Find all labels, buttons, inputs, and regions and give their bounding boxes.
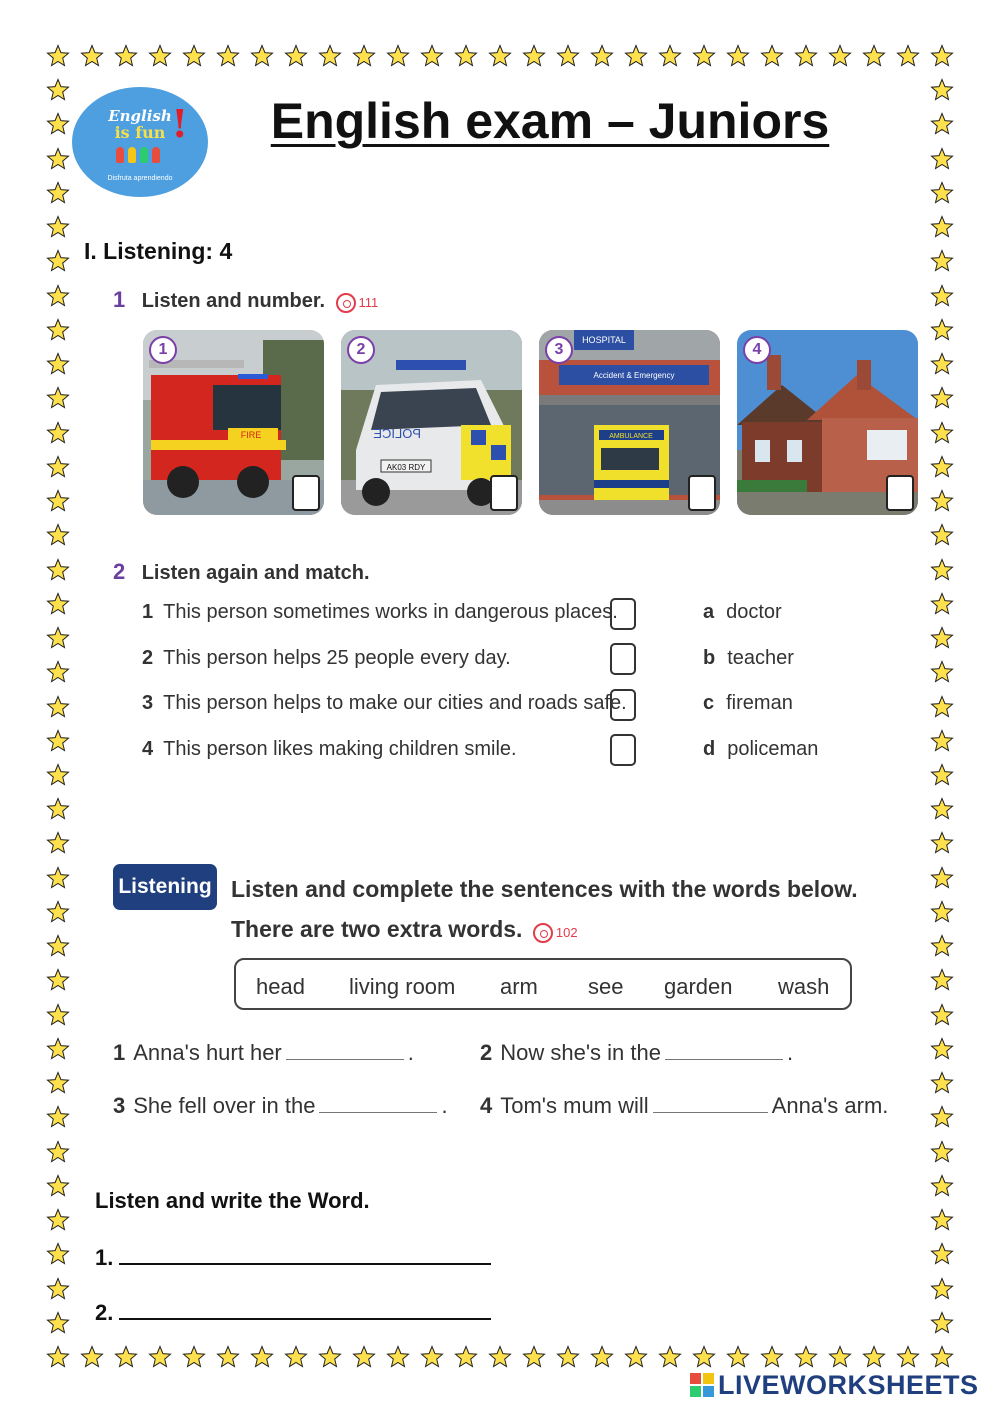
star-icon <box>590 44 614 68</box>
star-icon <box>862 1345 886 1369</box>
kid-figure-icon <box>116 147 124 163</box>
star-icon <box>46 592 70 616</box>
star-icon <box>930 386 954 410</box>
star-icon <box>930 934 954 958</box>
hospital-ambulance-photo <box>539 330 720 515</box>
star-icon <box>318 1345 342 1369</box>
exercise4-instruction: Listen and write the Word. <box>95 1188 370 1213</box>
star-icon <box>148 1345 172 1369</box>
star-icon <box>794 44 818 68</box>
star-icon <box>46 558 70 582</box>
star-icon <box>46 352 70 376</box>
option-letter: b <box>703 647 716 669</box>
sentence-item <box>480 1093 888 1119</box>
star-icon <box>930 968 954 992</box>
star-icon <box>930 1242 954 1266</box>
star-icon <box>80 1345 104 1369</box>
sentence-item <box>113 1093 448 1119</box>
star-icon <box>46 968 70 992</box>
star-icon <box>46 729 70 753</box>
star-icon <box>930 695 954 719</box>
match-option <box>703 647 794 670</box>
match-item <box>142 738 517 761</box>
star-icon <box>658 44 682 68</box>
star-icon <box>862 44 886 68</box>
exercise3-instruction-line1: Listen and complete the sentences with the words below. <box>231 876 858 902</box>
star-icon <box>148 44 172 68</box>
star-icon <box>930 797 954 821</box>
star-icon <box>556 1345 580 1369</box>
star-icon <box>794 1345 818 1369</box>
star-icon <box>930 181 954 205</box>
star-icon <box>488 44 512 68</box>
match-item-text: This person helps to make our cities and roads safe. <box>163 692 627 714</box>
star-icon <box>114 1345 138 1369</box>
star-icon <box>828 1345 852 1369</box>
star-icon <box>522 44 546 68</box>
star-icon <box>930 1003 954 1027</box>
star-icon <box>930 44 954 68</box>
photo-number: 2 <box>347 336 375 364</box>
word-bank-item: head <box>256 974 305 999</box>
star-icon <box>46 1071 70 1095</box>
star-icon <box>46 866 70 890</box>
photo-number: 1 <box>149 336 177 364</box>
star-icon <box>80 44 104 68</box>
exercise3-instruction-line2: There are two extra words. <box>231 916 523 942</box>
star-icon <box>930 1311 954 1335</box>
liveworksheets-text: LIVEWORKSHEETS <box>718 1370 979 1400</box>
star-icon <box>46 1311 70 1335</box>
star-icon <box>760 44 784 68</box>
option-letter: a <box>703 601 715 623</box>
word-bank-item: see <box>588 974 624 999</box>
star-icon <box>46 1105 70 1129</box>
star-icon <box>46 455 70 479</box>
kid-figure-icon <box>140 147 148 163</box>
match-item-number: 1 <box>142 601 154 623</box>
match-item <box>142 601 618 624</box>
exercise2-instruction: Listen again and match. <box>141 562 370 584</box>
photo-answer-box[interactable] <box>886 475 914 511</box>
sentence-blank[interactable] <box>665 1043 783 1060</box>
liveworksheets-brand[interactable] <box>690 1370 979 1401</box>
star-icon <box>930 421 954 445</box>
star-icon <box>114 44 138 68</box>
star-icon <box>930 1208 954 1232</box>
kid-figure-icon <box>152 147 160 163</box>
star-icon <box>930 831 954 855</box>
star-icon <box>930 592 954 616</box>
star-icon <box>624 44 648 68</box>
star-icon <box>46 523 70 547</box>
star-icon <box>930 1071 954 1095</box>
exercise1-instruction: Listen and number. <box>141 290 326 312</box>
page-title: English exam – Juniors <box>270 93 830 149</box>
star-icon <box>930 352 954 376</box>
star-icon <box>624 1345 648 1369</box>
star-icon <box>46 249 70 273</box>
star-icon <box>46 695 70 719</box>
exercise2-header <box>113 559 370 585</box>
section-listening-heading: I. Listening: 4 <box>84 238 233 264</box>
star-icon <box>726 44 750 68</box>
match-option <box>703 601 782 624</box>
option-text: doctor <box>726 601 782 623</box>
star-icon <box>930 455 954 479</box>
hospital-sign-text: HOSPITAL <box>582 335 626 345</box>
logo-line2: is fun <box>114 123 166 142</box>
photo-answer-box[interactable] <box>292 475 320 511</box>
english-is-fun-logo <box>72 87 208 197</box>
match-answer-box[interactable] <box>610 734 636 766</box>
star-icon <box>930 1174 954 1198</box>
sentence-after: Anna's arm. <box>771 1093 889 1118</box>
star-icon <box>318 44 342 68</box>
star-icon <box>46 284 70 308</box>
match-answer-box[interactable] <box>610 598 636 630</box>
word-bank-item: wash <box>778 974 830 999</box>
exercise1-number: 1 <box>113 287 126 312</box>
fire-engine-photo <box>143 330 324 515</box>
exercise3-track: 102 <box>555 925 578 941</box>
star-icon <box>896 1345 920 1369</box>
match-answer-box[interactable] <box>610 689 636 721</box>
emergency-sign-text: Accident & Emergency <box>593 371 675 380</box>
option-text: teacher <box>727 647 794 669</box>
star-icon <box>930 1140 954 1164</box>
photo-answer-box[interactable] <box>490 475 518 511</box>
star-icon <box>250 44 274 68</box>
match-item-text: This person helps 25 people every day. <box>163 647 511 669</box>
photo-number: 4 <box>743 336 771 364</box>
star-icon <box>284 1345 308 1369</box>
star-icon <box>930 78 954 102</box>
star-icon <box>46 1174 70 1198</box>
star-icon <box>930 284 954 308</box>
star-icon <box>930 866 954 890</box>
star-icon <box>386 1345 410 1369</box>
exercise3-instruction-line2-row <box>231 916 578 943</box>
star-icon <box>46 900 70 924</box>
star-icon <box>46 1140 70 1164</box>
star-icon <box>352 1345 376 1369</box>
sentence-blank[interactable] <box>286 1043 404 1060</box>
star-icon <box>930 112 954 136</box>
write-line <box>95 1243 491 1271</box>
star-icon <box>930 626 954 650</box>
star-icon <box>930 1105 954 1129</box>
logo-tagline: Disfruta aprendiendo <box>107 175 173 182</box>
plate-text: AK03 RDY <box>386 463 426 472</box>
sentence-before: She fell over in the <box>133 1093 316 1118</box>
word-bank-item: garden <box>664 974 733 999</box>
sentence-number: 4 <box>480 1093 493 1118</box>
sentence-before: Anna's hurt her <box>133 1040 282 1065</box>
audio-cd-icon[interactable] <box>533 923 553 943</box>
write-line-input[interactable] <box>119 1243 491 1265</box>
match-item-text: This person likes making children smile. <box>163 738 517 760</box>
photo-answer-box[interactable] <box>688 475 716 511</box>
write-line-number: 1. <box>95 1245 114 1270</box>
sentence-number: 1 <box>113 1040 126 1065</box>
star-icon <box>454 1345 478 1369</box>
star-icon <box>46 1208 70 1232</box>
write-line <box>95 1298 491 1326</box>
star-icon <box>692 44 716 68</box>
match-item-number: 4 <box>142 738 154 760</box>
star-icon <box>46 215 70 239</box>
sentence-blank[interactable] <box>653 1096 768 1113</box>
match-item <box>142 647 511 670</box>
word-bank <box>234 958 852 1010</box>
star-icon <box>590 1345 614 1369</box>
star-icon <box>46 831 70 855</box>
star-icon <box>930 558 954 582</box>
match-option <box>703 692 793 715</box>
star-icon <box>692 1345 716 1369</box>
star-icon <box>46 1345 70 1369</box>
sentence-before: Now she's in the <box>500 1040 661 1065</box>
star-icon <box>386 44 410 68</box>
sentence-number: 3 <box>113 1093 126 1118</box>
sentence-after: . <box>407 1040 414 1065</box>
star-icon <box>46 489 70 513</box>
option-letter: d <box>703 738 716 760</box>
match-option <box>703 738 818 761</box>
star-icon <box>46 386 70 410</box>
sentence-before: Tom's mum will <box>500 1093 649 1118</box>
star-icon <box>556 44 580 68</box>
star-icon <box>352 44 376 68</box>
logo-exclaim: ! <box>171 101 188 146</box>
star-icon <box>46 421 70 445</box>
kid-figure-icon <box>128 147 136 163</box>
option-text: fireman <box>726 692 793 714</box>
star-icon <box>896 44 920 68</box>
match-item-number: 2 <box>142 647 154 669</box>
star-icon <box>46 1037 70 1061</box>
star-icon <box>46 934 70 958</box>
star-icon <box>216 44 240 68</box>
audio-cd-icon[interactable] <box>336 293 356 313</box>
star-icon <box>930 318 954 342</box>
star-icon <box>46 181 70 205</box>
word-bank-item: living room <box>349 974 456 999</box>
sentence-blank[interactable] <box>319 1096 437 1113</box>
star-icon <box>930 147 954 171</box>
star-icon <box>488 1345 512 1369</box>
star-icon <box>182 1345 206 1369</box>
word-bank-item: arm <box>500 974 538 999</box>
star-icon <box>930 729 954 753</box>
match-item <box>142 692 627 715</box>
star-icon <box>930 660 954 684</box>
star-icon <box>930 900 954 924</box>
write-line-input[interactable] <box>119 1298 491 1320</box>
sentence-item <box>480 1040 793 1066</box>
match-item-number: 3 <box>142 692 154 714</box>
star-icon <box>284 44 308 68</box>
star-icon <box>46 626 70 650</box>
star-icon <box>930 763 954 787</box>
star-icon <box>454 44 478 68</box>
exercise2-number: 2 <box>113 559 126 584</box>
match-item-text: This person sometimes works in dangerous places. <box>163 601 618 623</box>
star-icon <box>930 489 954 513</box>
star-icon <box>46 1277 70 1301</box>
star-icon <box>46 797 70 821</box>
liveworksheets-logo-icon <box>690 1373 714 1397</box>
star-icon <box>930 249 954 273</box>
sentence-after: . <box>441 1093 448 1118</box>
star-icon <box>46 112 70 136</box>
star-icon <box>46 1003 70 1027</box>
listening-badge: Listening <box>113 864 217 910</box>
sentence-after: . <box>786 1040 794 1065</box>
school-building-photo <box>737 330 918 515</box>
police-sign-text: POLICE <box>373 426 421 441</box>
star-icon <box>420 44 444 68</box>
star-icon <box>46 78 70 102</box>
sentence-number: 2 <box>480 1040 493 1065</box>
write-line-number: 2. <box>95 1300 114 1325</box>
exercise1-header <box>113 287 378 313</box>
option-text: policeman <box>727 738 819 760</box>
star-icon <box>46 147 70 171</box>
star-icon <box>726 1345 750 1369</box>
match-answer-box[interactable] <box>610 643 636 675</box>
star-icon <box>930 1277 954 1301</box>
photo-number: 3 <box>545 336 573 364</box>
fire-engine-text: FIRE <box>240 430 262 440</box>
star-icon <box>420 1345 444 1369</box>
star-icon <box>930 1037 954 1061</box>
star-icon <box>46 763 70 787</box>
star-icon <box>182 44 206 68</box>
star-icon <box>930 523 954 547</box>
star-icon <box>46 44 70 68</box>
sentence-item <box>113 1040 414 1066</box>
star-icon <box>522 1345 546 1369</box>
star-icon <box>46 1242 70 1266</box>
star-icon <box>46 318 70 342</box>
exercise1-track: 111 <box>358 295 379 311</box>
star-icon <box>216 1345 240 1369</box>
ambulance-text: AMBULANCE <box>609 433 653 440</box>
option-letter: c <box>703 692 715 714</box>
police-car-photo <box>341 330 522 515</box>
star-icon <box>930 1345 954 1369</box>
logo-line1: English <box>108 107 172 125</box>
star-icon <box>658 1345 682 1369</box>
star-icon <box>46 660 70 684</box>
star-icon <box>760 1345 784 1369</box>
star-icon <box>250 1345 274 1369</box>
star-icon <box>828 44 852 68</box>
star-icon <box>930 215 954 239</box>
